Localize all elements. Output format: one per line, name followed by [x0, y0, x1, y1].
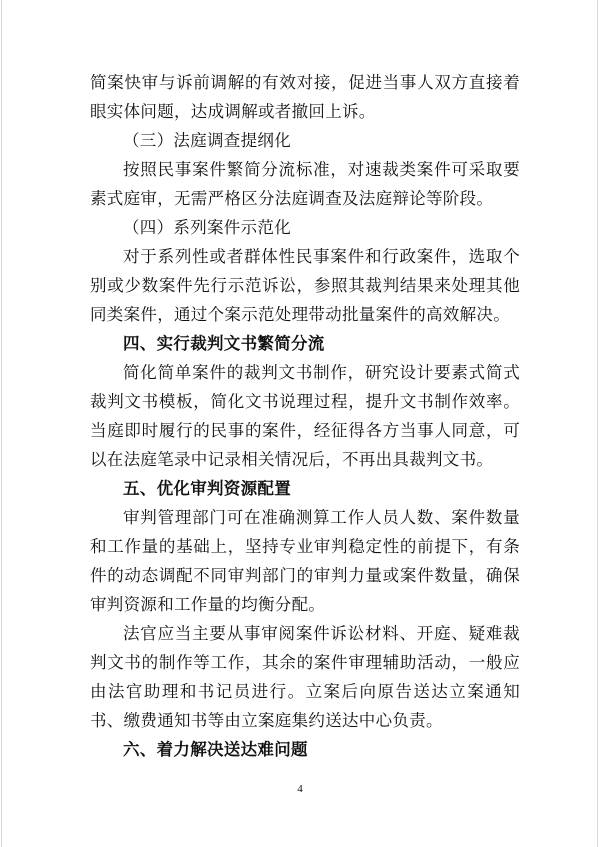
heading-section-6: 六、着力解决送达难问题 [123, 740, 308, 759]
paragraph-section-4: 简化简单案件的裁判文书制作，研究设计要素式简式裁判文书模板，简化文书说理过程，提升文书制作效率。当庭即时履行的民事的案件，经征得各方当事人同意，可以在法庭笔录中记录相关情况后，不再出具裁判文书。 [90, 363, 520, 469]
paragraph-court-investigation: 按照民事案件繁简分流标准，对速裁类案件可采取要素式庭审，无需严格区分法庭调查及法庭辩论等阶段。 [90, 160, 520, 208]
heading-section-5: 五、优化审判资源配置 [123, 479, 291, 498]
paragraph-section-5-b: 法官应当主要从事审阅案件诉讼材料、开庭、疑难裁判文书的制作等工作，其余的案件审理辅助活动，一般应由法官助理和书记员进行。立案后向原告送达立案通知书、缴费通知书等由立案庭集约送达中心负责。 [90, 624, 520, 730]
paragraph-series-cases: 对于系列性或者群体性民事案件和行政案件，选取个别或少数案件先行示范诉讼，参照其裁判结果来处理其他同类案件，通过个案示范处理带动批量案件的高效解决。 [90, 247, 520, 324]
page-number: 4 [297, 783, 303, 795]
heading-section-4: 四、实行裁判文书繁简分流 [123, 334, 325, 353]
page-edge-right [597, 0, 598, 847]
paragraph-section-5-a: 审判管理部门可在准确测算工作人员人数、案件数量和工作量的基础上，坚持专业审判稳定性的前提下，有条件的动态调配不同审判部门的审判力量或案件数量，确保审判资源和工作量的均衡分配。 [90, 508, 520, 614]
subheading-court-investigation: （三）法庭调查提纲化 [123, 131, 291, 150]
page-edge-left [1, 0, 2, 847]
paragraph-continuation: 简案快审与诉前调解的有效对接，促进当事人双方直接着眼实体问题，达成调解或者撤回上诉。 [90, 73, 520, 121]
subheading-series-cases: （四）系列案件示范化 [123, 218, 291, 237]
document-page [90, 68, 520, 764]
